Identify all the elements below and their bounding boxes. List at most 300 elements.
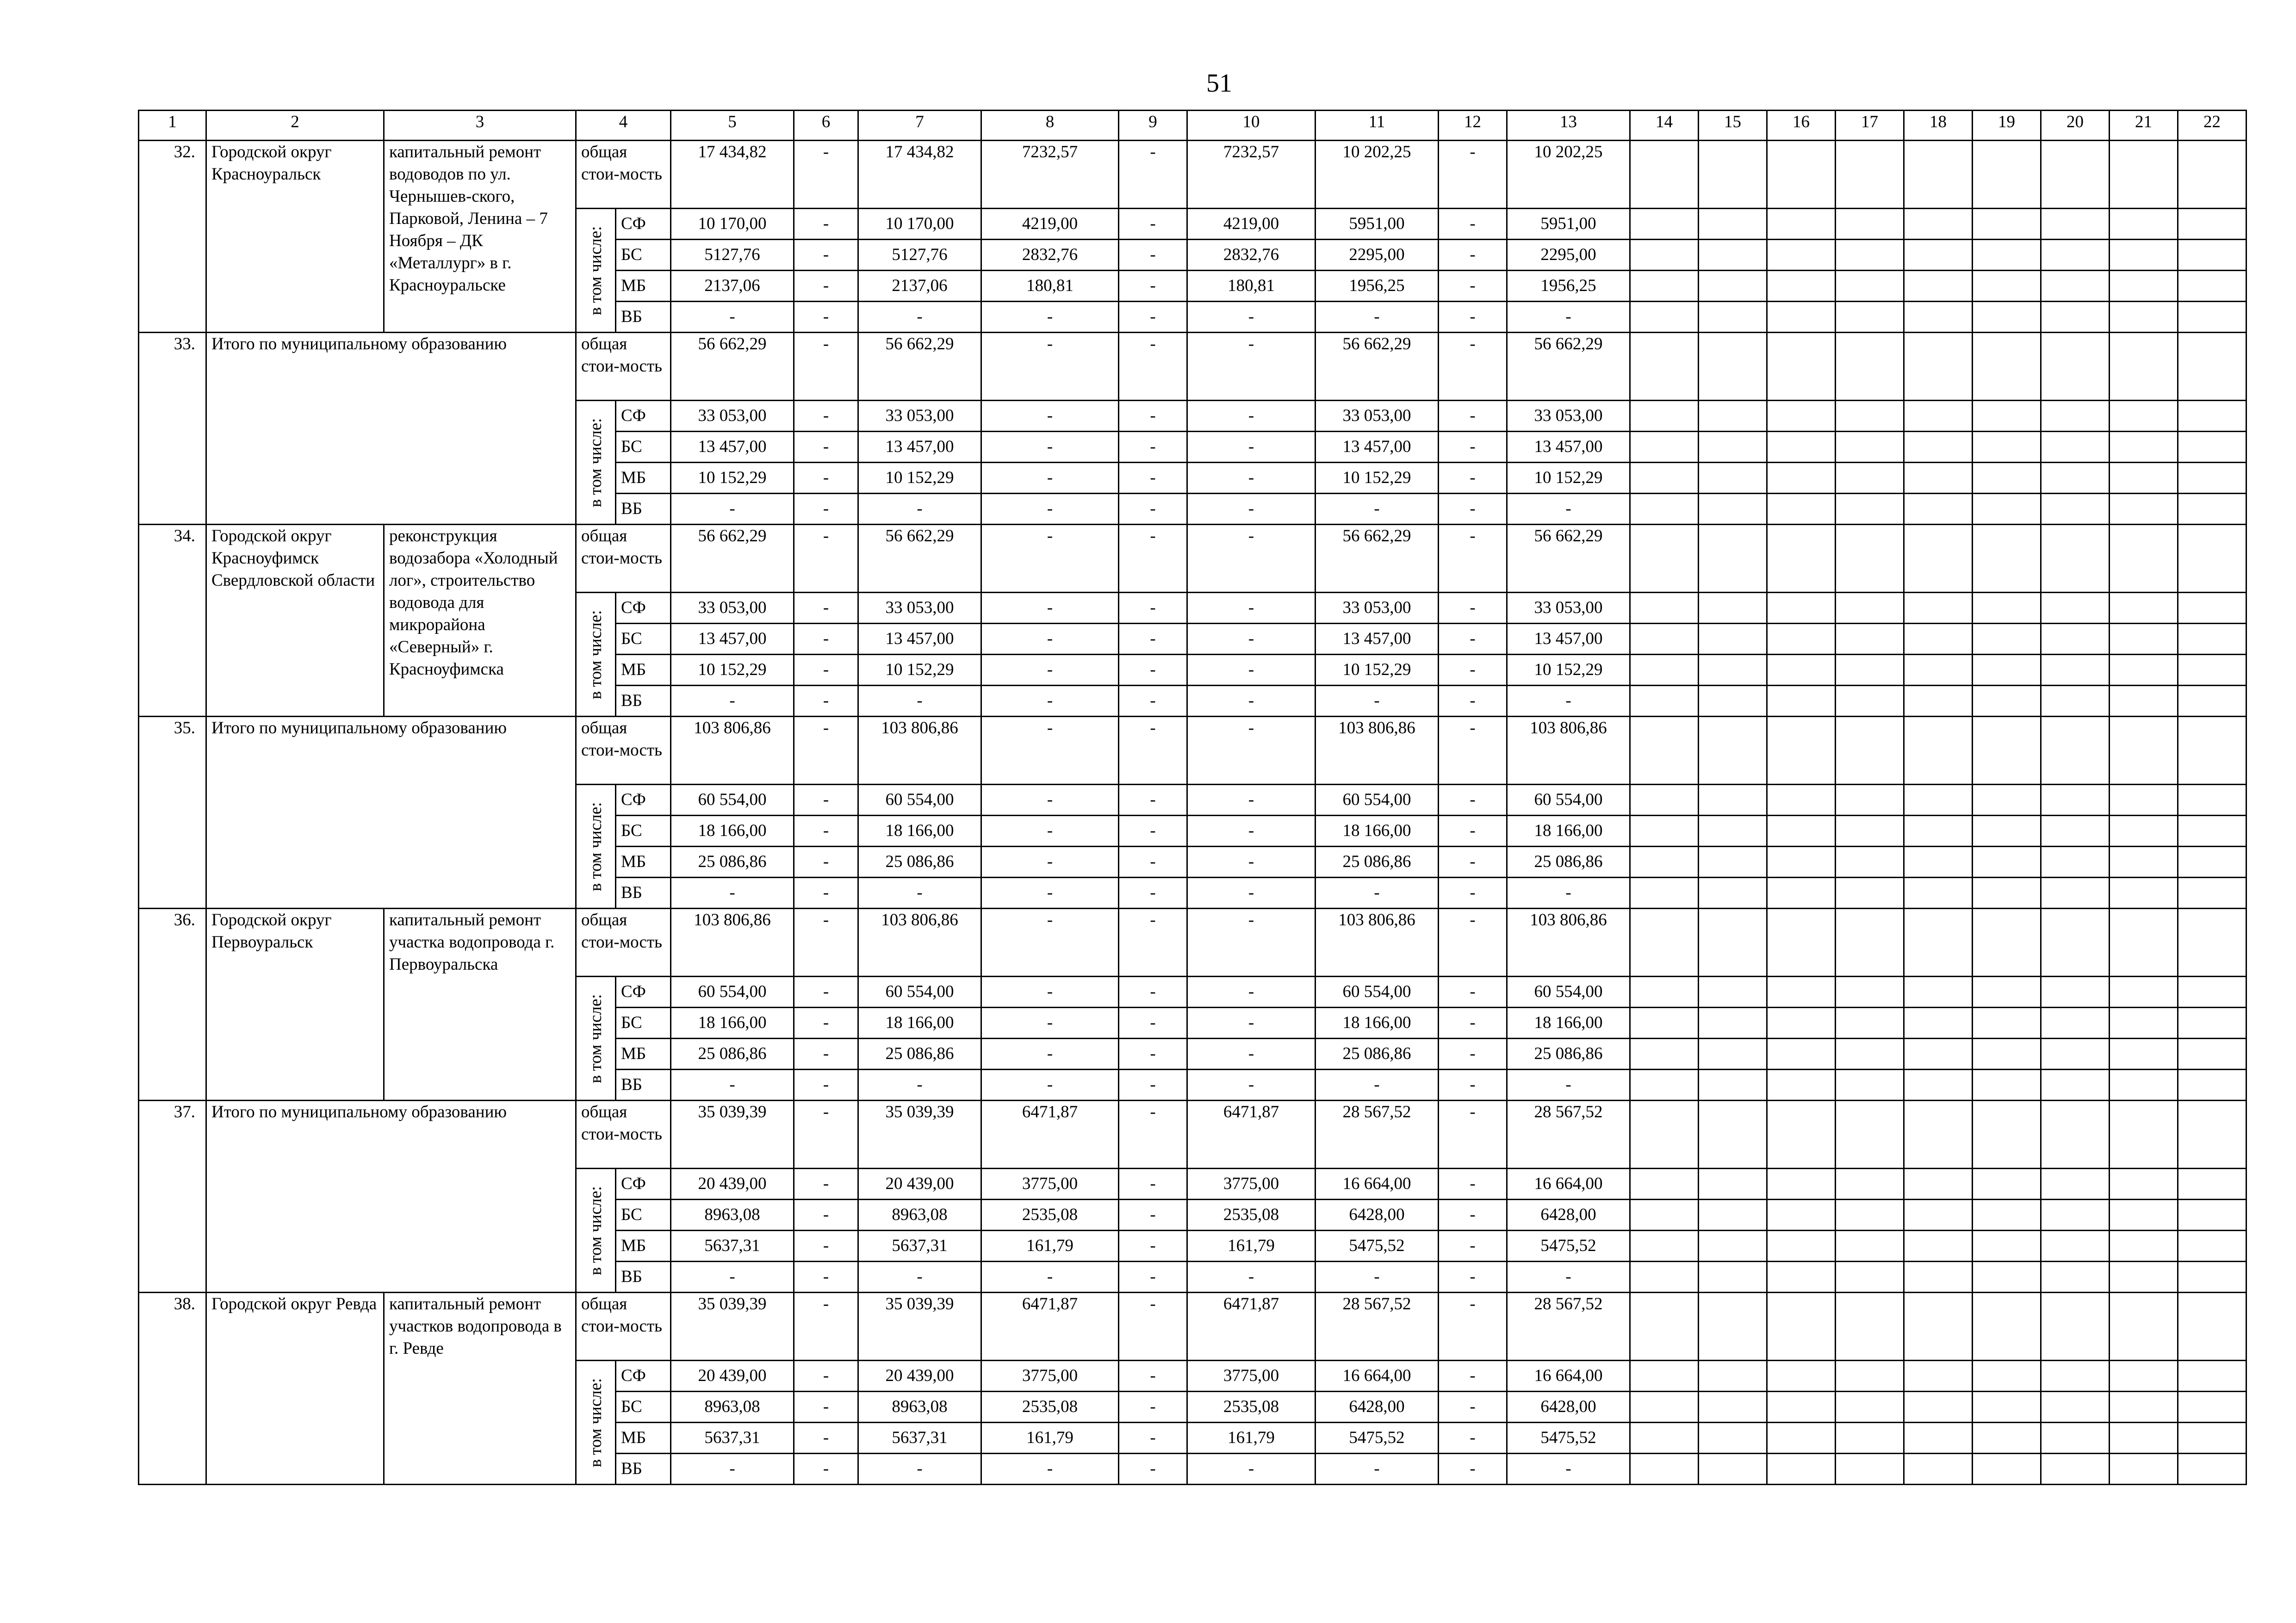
amount-cell: 10 152,29 (1316, 463, 1439, 494)
empty-cell (1767, 1169, 1836, 1200)
empty-cell (2041, 1070, 2110, 1101)
amount-cell: 16 664,00 (1507, 1169, 1630, 1200)
amount-cell: - (1439, 1200, 1507, 1231)
empty-cell (1630, 816, 1699, 847)
amount-cell: - (671, 878, 794, 909)
amount-cell: 6428,00 (1507, 1392, 1630, 1423)
amount-cell: - (1187, 1070, 1316, 1101)
amount-cell: 5951,00 (1316, 209, 1439, 240)
amount-cell: - (1439, 977, 1507, 1008)
amount-cell: - (1439, 655, 1507, 686)
empty-cell (2178, 240, 2246, 271)
empty-cell (2110, 878, 2178, 909)
empty-cell (2178, 333, 2246, 401)
amount-cell: - (981, 785, 1119, 816)
row-number: 33. (139, 333, 206, 525)
empty-cell (1699, 977, 1767, 1008)
amount-cell: - (671, 494, 794, 525)
amount-cell: - (1119, 240, 1187, 271)
amount-cell: - (794, 1200, 858, 1231)
amount-cell: - (794, 240, 858, 271)
funding-source-label: ВБ (616, 878, 671, 909)
amount-cell: 60 554,00 (1507, 977, 1630, 1008)
amount-cell: 3775,00 (981, 1169, 1119, 1200)
empty-cell (1767, 655, 1836, 686)
empty-cell (2178, 494, 2246, 525)
empty-cell (1767, 1039, 1836, 1070)
empty-cell (1904, 593, 1973, 624)
empty-cell (1767, 1200, 1836, 1231)
amount-cell: - (794, 432, 858, 463)
amount-cell: 20 439,00 (671, 1361, 794, 1392)
amount-cell: - (858, 494, 981, 525)
amount-cell: 33 053,00 (1507, 593, 1630, 624)
amount-cell: 33 053,00 (1507, 401, 1630, 432)
including-vertical-label: в том числе: (586, 226, 605, 315)
empty-cell (2110, 977, 2178, 1008)
amount-cell: 18 166,00 (671, 816, 794, 847)
empty-cell (1630, 494, 1699, 525)
empty-cell (2041, 302, 2110, 333)
funding-type-label: общая стои-мость (576, 525, 671, 593)
amount-cell: - (1187, 686, 1316, 717)
amount-cell: - (794, 401, 858, 432)
empty-cell (1836, 463, 1904, 494)
amount-cell: 103 806,86 (1507, 909, 1630, 977)
amount-cell: - (1187, 655, 1316, 686)
amount-cell: 56 662,29 (1507, 333, 1630, 401)
empty-cell (1699, 271, 1767, 302)
empty-cell (1973, 525, 2041, 593)
empty-cell (1973, 1262, 2041, 1293)
empty-cell (2041, 1169, 2110, 1200)
amount-cell: - (981, 655, 1119, 686)
including-vertical-cell (576, 1361, 616, 1485)
amount-cell: - (1507, 1454, 1630, 1485)
amount-cell: - (1439, 432, 1507, 463)
amount-cell: 6471,87 (1187, 1101, 1316, 1169)
empty-cell (1973, 141, 2041, 209)
empty-cell (1836, 401, 1904, 432)
amount-cell: - (1316, 1454, 1439, 1485)
empty-cell (1630, 1070, 1699, 1101)
amount-cell: 2832,76 (981, 240, 1119, 271)
table-row (139, 717, 2246, 785)
amount-cell: - (1439, 240, 1507, 271)
empty-cell (2178, 401, 2246, 432)
empty-cell (2178, 624, 2246, 655)
amount-cell: - (981, 717, 1119, 785)
amount-cell: - (1439, 302, 1507, 333)
amount-cell: - (981, 525, 1119, 593)
empty-cell (1767, 878, 1836, 909)
funding-source-label: ВБ (616, 494, 671, 525)
amount-cell: - (794, 717, 858, 785)
empty-cell (1767, 593, 1836, 624)
empty-cell (1630, 302, 1699, 333)
empty-cell (1904, 624, 1973, 655)
column-number-header: 2 (206, 111, 384, 141)
empty-cell (1699, 333, 1767, 401)
amount-cell: 13 457,00 (1316, 624, 1439, 655)
empty-cell (2041, 1361, 2110, 1392)
empty-cell (1767, 785, 1836, 816)
empty-cell (2178, 686, 2246, 717)
amount-cell: - (1439, 271, 1507, 302)
amount-cell: - (794, 785, 858, 816)
amount-cell: 2832,76 (1187, 240, 1316, 271)
amount-cell: - (1119, 1423, 1187, 1454)
table-row (139, 1293, 2246, 1361)
amount-cell: 10 202,25 (1316, 141, 1439, 209)
row-number: 38. (139, 1293, 206, 1485)
empty-cell (1767, 494, 1836, 525)
amount-cell: - (794, 977, 858, 1008)
amount-cell: 25 086,86 (671, 847, 794, 878)
amount-cell: - (1439, 1039, 1507, 1070)
funding-source-label: ВБ (616, 302, 671, 333)
amount-cell: 161,79 (981, 1231, 1119, 1262)
empty-cell (1836, 977, 1904, 1008)
amount-cell: - (794, 624, 858, 655)
empty-cell (1973, 717, 2041, 785)
empty-cell (2110, 463, 2178, 494)
amount-cell: 180,81 (1187, 271, 1316, 302)
amount-cell: 35 039,39 (671, 1101, 794, 1169)
empty-cell (2041, 717, 2110, 785)
empty-cell (2178, 785, 2246, 816)
amount-cell: 1956,25 (1507, 271, 1630, 302)
amount-cell: - (1187, 494, 1316, 525)
empty-cell (2178, 302, 2246, 333)
amount-cell: - (858, 1454, 981, 1485)
empty-cell (2110, 717, 2178, 785)
empty-cell (1699, 655, 1767, 686)
empty-cell (2041, 141, 2110, 209)
amount-cell: - (1439, 1101, 1507, 1169)
amount-cell: 20 439,00 (671, 1169, 794, 1200)
amount-cell: 3775,00 (1187, 1169, 1316, 1200)
empty-cell (1973, 655, 2041, 686)
column-number-header: 13 (1507, 111, 1630, 141)
empty-cell (1836, 1262, 1904, 1293)
amount-cell: 8963,08 (858, 1200, 981, 1231)
including-vertical-label: в том числе: (586, 802, 605, 891)
amount-cell: 56 662,29 (858, 525, 981, 593)
amount-cell: - (981, 432, 1119, 463)
including-vertical-cell (576, 209, 616, 333)
amount-cell: - (671, 302, 794, 333)
amount-cell: - (1187, 401, 1316, 432)
amount-cell: - (1439, 525, 1507, 593)
amount-cell: - (981, 878, 1119, 909)
empty-cell (1836, 878, 1904, 909)
amount-cell: - (1507, 1070, 1630, 1101)
amount-cell: - (794, 1039, 858, 1070)
empty-cell (1767, 209, 1836, 240)
amount-cell: 7232,57 (981, 141, 1119, 209)
empty-cell (1973, 1200, 2041, 1231)
empty-cell (1904, 432, 1973, 463)
empty-cell (2178, 1008, 2246, 1039)
empty-cell (1973, 1392, 2041, 1423)
amount-cell: 18 166,00 (858, 816, 981, 847)
empty-cell (2110, 271, 2178, 302)
empty-cell (1630, 401, 1699, 432)
empty-cell (2041, 333, 2110, 401)
amount-cell: 2137,06 (671, 271, 794, 302)
column-number-header: 4 (576, 111, 671, 141)
empty-cell (1630, 432, 1699, 463)
empty-cell (2178, 463, 2246, 494)
amount-cell: 16 664,00 (1316, 1169, 1439, 1200)
amount-cell: - (1187, 463, 1316, 494)
empty-cell (1904, 271, 1973, 302)
total-label: Итого по муниципальному образованию (206, 333, 576, 525)
municipality-name: Городской округ Первоуральск (206, 909, 384, 1101)
amount-cell: - (671, 1070, 794, 1101)
empty-cell (1630, 1200, 1699, 1231)
empty-cell (1973, 1361, 2041, 1392)
amount-cell: - (1119, 878, 1187, 909)
amount-cell: 103 806,86 (858, 909, 981, 977)
empty-cell (1767, 401, 1836, 432)
empty-cell (1973, 271, 2041, 302)
empty-cell (1836, 1392, 1904, 1423)
amount-cell: - (1119, 333, 1187, 401)
amount-cell: - (1119, 494, 1187, 525)
including-vertical-cell (576, 977, 616, 1101)
empty-cell (1973, 1423, 2041, 1454)
amount-cell: 5127,76 (671, 240, 794, 271)
amount-cell: 13 457,00 (671, 432, 794, 463)
column-number-header: 8 (981, 111, 1119, 141)
empty-cell (1836, 1200, 1904, 1231)
empty-cell (2041, 624, 2110, 655)
empty-cell (2110, 209, 2178, 240)
amount-cell: - (794, 209, 858, 240)
amount-cell: 180,81 (981, 271, 1119, 302)
funding-source-label: СФ (616, 977, 671, 1008)
empty-cell (1904, 1008, 1973, 1039)
amount-cell: 10 152,29 (1507, 463, 1630, 494)
empty-cell (1836, 240, 1904, 271)
amount-cell: - (1119, 525, 1187, 593)
empty-cell (1973, 878, 2041, 909)
amount-cell: - (671, 686, 794, 717)
empty-cell (1973, 847, 2041, 878)
amount-cell: 3775,00 (981, 1361, 1119, 1392)
empty-cell (1699, 141, 1767, 209)
amount-cell: 8963,08 (671, 1200, 794, 1231)
empty-cell (1973, 1454, 2041, 1485)
empty-cell (1973, 209, 2041, 240)
empty-cell (2041, 240, 2110, 271)
amount-cell: 60 554,00 (671, 785, 794, 816)
amount-cell: - (794, 909, 858, 977)
funding-source-label: БС (616, 432, 671, 463)
amount-cell: - (1119, 593, 1187, 624)
empty-cell (1836, 1361, 1904, 1392)
amount-cell: - (1439, 816, 1507, 847)
empty-cell (1630, 141, 1699, 209)
amount-cell: 33 053,00 (671, 401, 794, 432)
amount-cell: 161,79 (1187, 1423, 1316, 1454)
column-number-header: 17 (1836, 111, 1904, 141)
empty-cell (2110, 1423, 2178, 1454)
amount-cell: 5637,31 (671, 1231, 794, 1262)
amount-cell: 5475,52 (1316, 1231, 1439, 1262)
empty-cell (2041, 1423, 2110, 1454)
amount-cell: - (1507, 1262, 1630, 1293)
empty-cell (2041, 686, 2110, 717)
amount-cell: - (1316, 302, 1439, 333)
table-row (139, 141, 2246, 209)
amount-cell: 17 434,82 (858, 141, 981, 209)
empty-cell (1904, 1262, 1973, 1293)
empty-cell (1699, 1039, 1767, 1070)
amount-cell: 1956,25 (1316, 271, 1439, 302)
including-vertical-label: в том числе: (586, 1186, 605, 1275)
empty-cell (1699, 909, 1767, 977)
empty-cell (2178, 1361, 2246, 1392)
empty-cell (2178, 977, 2246, 1008)
amount-cell: - (858, 1262, 981, 1293)
amount-cell: 60 554,00 (1316, 785, 1439, 816)
amount-cell: - (981, 333, 1119, 401)
amount-cell: 25 086,86 (671, 1039, 794, 1070)
amount-cell: 35 039,39 (671, 1293, 794, 1361)
amount-cell: - (1119, 1231, 1187, 1262)
amount-cell: 28 567,52 (1316, 1293, 1439, 1361)
amount-cell: - (794, 847, 858, 878)
amount-cell: - (794, 141, 858, 209)
amount-cell: - (1439, 1262, 1507, 1293)
table-row (139, 525, 2246, 593)
empty-cell (1767, 1008, 1836, 1039)
amount-cell: - (1119, 1101, 1187, 1169)
empty-cell (1904, 240, 1973, 271)
amount-cell: - (794, 1392, 858, 1423)
empty-cell (1973, 432, 2041, 463)
amount-cell: 103 806,86 (1316, 717, 1439, 785)
amount-cell: 5951,00 (1507, 209, 1630, 240)
empty-cell (1699, 1262, 1767, 1293)
empty-cell (1836, 1169, 1904, 1200)
empty-cell (2041, 878, 2110, 909)
empty-cell (2110, 847, 2178, 878)
empty-cell (1973, 593, 2041, 624)
empty-cell (2041, 847, 2110, 878)
amount-cell: - (1187, 1454, 1316, 1485)
empty-cell (1973, 624, 2041, 655)
column-number-header: 11 (1316, 111, 1439, 141)
amount-cell: 10 152,29 (1316, 655, 1439, 686)
empty-cell (2110, 1008, 2178, 1039)
empty-cell (1699, 1008, 1767, 1039)
amount-cell: - (1187, 1039, 1316, 1070)
empty-cell (1904, 878, 1973, 909)
empty-cell (1630, 1231, 1699, 1262)
funding-source-label: БС (616, 1200, 671, 1231)
amount-cell: 3775,00 (1187, 1361, 1316, 1392)
amount-cell: 60 554,00 (858, 785, 981, 816)
amount-cell: 16 664,00 (1507, 1361, 1630, 1392)
amount-cell: - (1187, 1008, 1316, 1039)
amount-cell: - (1439, 686, 1507, 717)
amount-cell: - (1439, 909, 1507, 977)
funding-source-label: МБ (616, 271, 671, 302)
empty-cell (1699, 1454, 1767, 1485)
amount-cell: - (858, 1070, 981, 1101)
empty-cell (1699, 624, 1767, 655)
amount-cell: - (981, 909, 1119, 977)
empty-cell (2110, 494, 2178, 525)
amount-cell: 2535,08 (981, 1392, 1119, 1423)
amount-cell: - (1507, 878, 1630, 909)
column-number-header: 16 (1767, 111, 1836, 141)
empty-cell (1630, 1008, 1699, 1039)
empty-cell (1630, 655, 1699, 686)
empty-cell (1699, 401, 1767, 432)
empty-cell (1767, 847, 1836, 878)
amount-cell: - (1119, 717, 1187, 785)
empty-cell (2110, 1293, 2178, 1361)
empty-cell (2178, 209, 2246, 240)
empty-cell (1904, 1101, 1973, 1169)
empty-cell (2178, 1101, 2246, 1169)
amount-cell: 103 806,86 (671, 909, 794, 977)
amount-cell: - (794, 593, 858, 624)
empty-cell (1767, 686, 1836, 717)
empty-cell (2110, 432, 2178, 463)
empty-cell (1630, 847, 1699, 878)
empty-cell (1767, 624, 1836, 655)
empty-cell (1904, 785, 1973, 816)
empty-cell (1699, 1231, 1767, 1262)
amount-cell: - (981, 686, 1119, 717)
amount-cell: 2535,08 (1187, 1200, 1316, 1231)
empty-cell (1699, 686, 1767, 717)
amount-cell: - (1119, 686, 1187, 717)
amount-cell: - (794, 271, 858, 302)
amount-cell: 28 567,52 (1316, 1101, 1439, 1169)
amount-cell: - (794, 1070, 858, 1101)
empty-cell (1836, 271, 1904, 302)
amount-cell: 33 053,00 (1316, 593, 1439, 624)
column-number-header: 10 (1187, 111, 1316, 141)
empty-cell (1973, 816, 2041, 847)
empty-cell (2178, 878, 2246, 909)
amount-cell: - (794, 302, 858, 333)
funding-source-label: ВБ (616, 1262, 671, 1293)
empty-cell (2041, 977, 2110, 1008)
amount-cell: 2535,08 (1187, 1392, 1316, 1423)
municipality-name: Городской округ Ревда (206, 1293, 384, 1485)
empty-cell (1973, 1070, 2041, 1101)
amount-cell: 56 662,29 (671, 525, 794, 593)
row-number: 34. (139, 525, 206, 717)
empty-cell (2041, 1231, 2110, 1262)
amount-cell: 20 439,00 (858, 1361, 981, 1392)
amount-cell: - (794, 1293, 858, 1361)
empty-cell (1767, 141, 1836, 209)
row-number: 36. (139, 909, 206, 1101)
empty-cell (1973, 785, 2041, 816)
column-number-header: 20 (2041, 111, 2110, 141)
empty-cell (1836, 593, 1904, 624)
empty-cell (1767, 1231, 1836, 1262)
